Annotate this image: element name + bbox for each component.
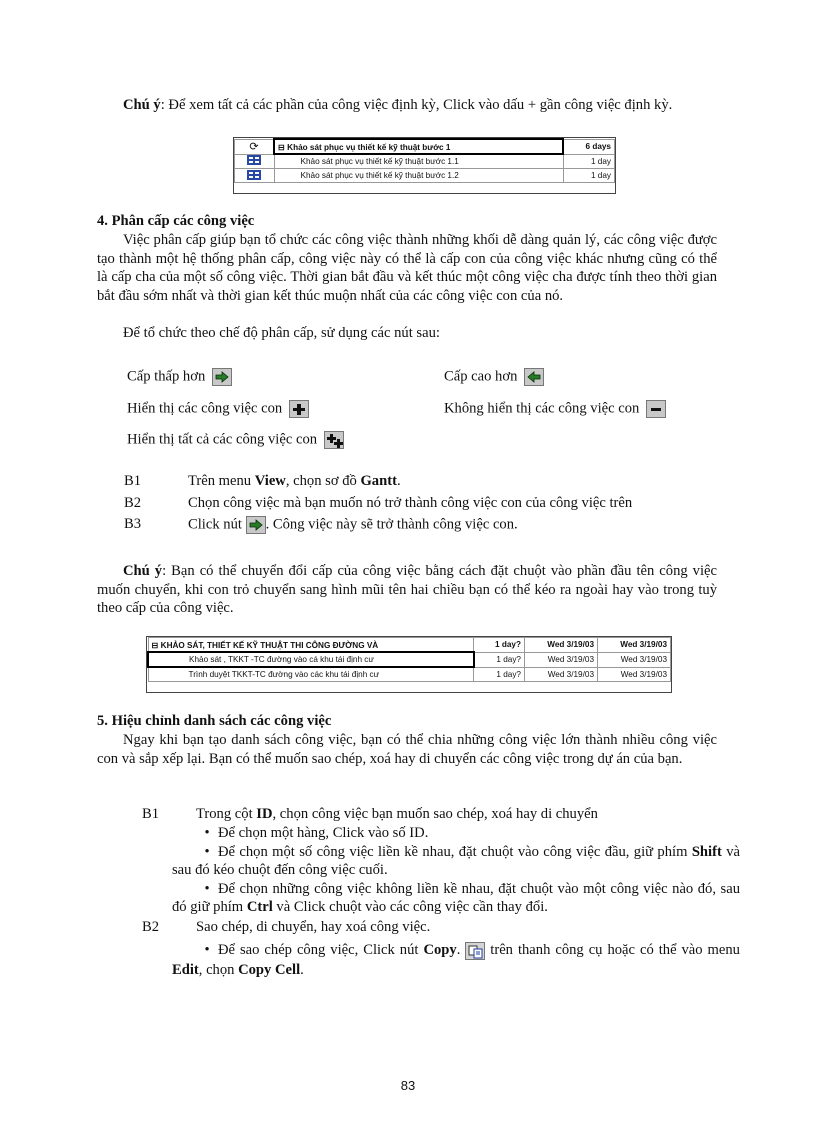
step-b2-label: B2 — [142, 919, 160, 935]
collapse-icon[interactable]: ⊟ — [278, 142, 285, 152]
copy-icon[interactable] — [465, 942, 485, 960]
step-b2: B2 Chọn công việc mà bạn muốn nó trở thành công việc con của công việc trên — [124, 495, 633, 511]
table-row[interactable]: Khảo sát phục vụ thiết kế kỹ thuật bước 1.1 1 day — [235, 154, 615, 169]
note-recurring: Chú ý: Để xem tất cả các phần của công việc định kỳ, Click vào dấu + gần công việc định kỳ. — [123, 97, 673, 113]
step-b1-label: B1 — [142, 806, 160, 822]
step-b1-text: Trong cột ID, chọn công việc bạn muốn sao chép, xoá hay di chuyển — [196, 806, 598, 822]
note-indent: Chú ý: Bạn có thể chuyển đổi cấp của công việc bằng cách đặt chuột vào phần đầu tên công việc muốn chuyển, khi con trỏ chuyển sang hình mũi tên hai chiều bạn có thể kéo ra ngoài hay vào trong tuỳ theo cấp của công việc. — [97, 563, 717, 616]
task-grid-icon — [235, 169, 275, 183]
section4-intro: Để tổ chức theo chế độ phân cấp, sử dụng các nút sau: — [123, 325, 440, 341]
bullet-select-contiguous: • Để chọn một số công việc liền kề nhau, đặt chuột vào công việc đầu, giữ phím Shift và sau đó kéo chuột đến công việc cuối. — [172, 843, 740, 879]
section4-paragraph: Việc phân cấp giúp bạn tổ chức các công việc thành những khối dễ dàng quản lý, các công việc được tạo thành một hệ thống phân cấp, công việc này có thể là cấp con của công việc khác nhưng cũng có thể là cấp cha của một số công việc. Thời gian bắt đầu và kết thúc một công việc cha được tính theo thời gian bắt đầu sớm nhất và thời gian kết thúc muộn nhất của các công việc con của nó. — [97, 232, 717, 304]
note-label: Chú ý — [123, 97, 161, 113]
demote-button[interactable] — [212, 368, 232, 386]
show-all-row: Hiển thị tất cả các công việc con — [127, 431, 344, 449]
note-label: Chú ý — [123, 563, 163, 579]
step-b1: B1 Trên menu View, chọn sơ đồ Gantt. — [124, 473, 401, 489]
recurring-task-table — [233, 137, 616, 194]
table-row[interactable]: Khảo sát phục vụ thiết kế kỹ thuật bước 1.2 1 day — [235, 169, 615, 183]
table-row[interactable]: ⟳ ⊟ Khảo sát phục vụ thiết kế kỹ thuật bước 1 6 days — [235, 139, 615, 154]
table-row[interactable]: Khảo sát , TKKT -TC đường vào cá khu tái định cư 1 day? Wed 3/19/03 Wed 3/19/03 — [148, 652, 671, 667]
step-b2-text: Sao chép, di chuyển, hay xoá công việc. — [196, 919, 431, 935]
table-row[interactable]: Trình duyệt TKKT-TC đường vào các khu tái định cư 1 day? Wed 3/19/03 Wed 3/19/03 — [148, 667, 671, 682]
section5-heading: 5. Hiệu chỉnh danh sách các công việc — [97, 713, 332, 729]
summary-task-table — [146, 636, 672, 693]
section4-heading: 4. Phân cấp các công việc — [97, 213, 255, 229]
bullet-select-noncontiguous: • Để chọn những công việc không liền kề nhau, đặt chuột vào một công việc nào đó, sau đó giữ phím Ctrl và Click chuột vào các công việc cần thay đổi. — [172, 880, 740, 916]
collapse-icon[interactable]: ⊟ — [151, 640, 159, 650]
table-row[interactable]: ⊟ KHẢO SÁT, THIẾT KẾ KỸ THUẬT THI CÔNG ĐƯỜNG VÀ 1 day? Wed 3/19/03 Wed 3/19/03 — [148, 638, 671, 653]
hide-sub-row: Không hiển thị các công việc con — [444, 400, 666, 418]
show-all-subtasks-button[interactable] — [324, 431, 344, 449]
show-subtasks-button[interactable] — [289, 400, 309, 418]
promote-button[interactable] — [524, 368, 544, 386]
recurring-icon: ⟳ — [235, 139, 275, 154]
section5-paragraph: Ngay khi bạn tạo danh sách công việc, bạn có thể chia những công việc lớn thành nhiều công việc con và sắp xếp lại. Bạn có thể muốn sao chép, xoá hay di chuyển các công việc trong dự án của bạn. — [97, 732, 717, 767]
promote-row: Cấp cao hơn — [444, 368, 544, 386]
demote-row: Cấp thấp hơn — [127, 368, 232, 386]
demote-button[interactable] — [246, 516, 266, 534]
hide-subtasks-button[interactable] — [646, 400, 666, 418]
bullet-copy: • Để sao chép công việc, Click nút Copy. trên thanh công cụ hoặc có thể vào menu Edit, chọn Copy Cell. — [172, 940, 740, 980]
page-number: 83 — [400, 1078, 416, 1093]
show-sub-row: Hiển thị các công việc con — [127, 400, 309, 418]
step-b3: B3 Click nút . Công việc này sẽ trở thành công việc con. — [124, 516, 518, 533]
task-grid-icon — [235, 154, 275, 169]
bullet-select-row: • Để chọn một hàng, Click vào số ID. — [196, 825, 428, 842]
